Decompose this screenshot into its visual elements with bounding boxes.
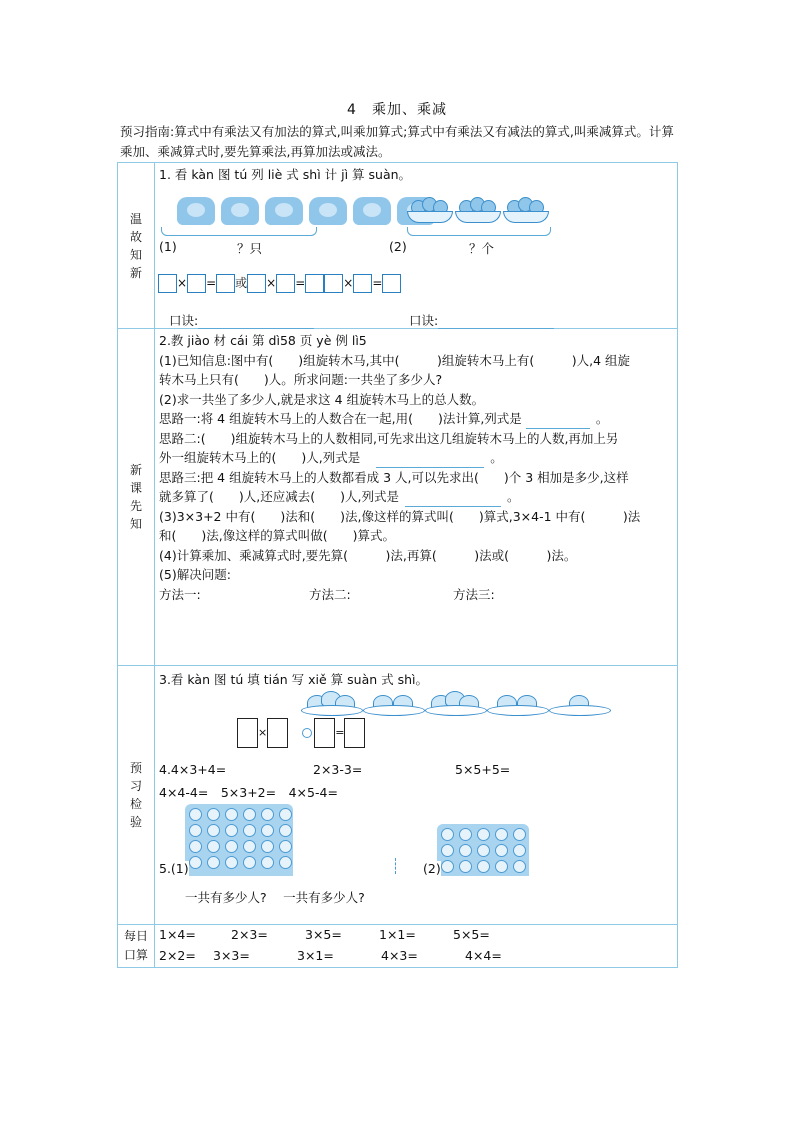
side-label-review: 温故知新 [118,163,155,329]
mitten-image [265,197,303,225]
calc-4-3: 5×5+5= [455,762,511,777]
page-title: 4 乘加、乘减 [347,102,447,118]
answer-box[interactable] [158,274,177,293]
plate-image [425,690,485,716]
formula-blank[interactable] [526,414,590,429]
bowl-image [407,201,451,223]
divider [395,858,397,874]
p2-label: (2) [389,239,407,254]
q2-line-7: 思路三:把 4 组旋转木马上的人数都看成 3 人,可以先求出( )个 3 相加是多少,这样 [159,469,629,485]
method-3: 方法三: [453,586,495,602]
q2-line-2: 转木马上只有( )人。所求问题:一共坐了多少人? [159,372,443,387]
answer-boxes-row: × = 或 × = × = [158,274,401,293]
answer-box[interactable] [344,718,365,748]
daily-4: 1×1= [379,927,416,942]
bowl-image [455,201,499,223]
answer-box[interactable] [187,274,206,293]
q2-line-1: (1)已知信息:图中有( )组旋转木马,其中( )组旋转木马上有( )人,4 组旋 [159,352,631,368]
q2-line-3: (2)求一共坐了多少人,就是求这 4 组旋转木马上的总人数。 [159,391,485,407]
q5-question: 一共有多少人? 一共有多少人? [185,890,365,905]
p1-label: (1) [159,239,177,254]
koujue-2: 口诀: [409,311,554,329]
formula-blank[interactable] [405,492,501,507]
formula-blank[interactable] [376,453,484,468]
bowls-picture [407,201,551,226]
daily-2: 2×3= [231,927,268,942]
q2-line-9: (3)3×3+2 中有( )法和( )法,像这样的算式叫( )算式,3×4-1 中有( )法 [159,508,641,524]
q2-line-8: 就多算了( )人,还应减去( )人,列式是 。 [159,487,677,507]
plates-picture [301,690,611,719]
answer-box[interactable] [353,274,372,293]
q5-label-2: (2) [423,861,441,876]
plate-image [487,690,547,716]
mitten-image [221,197,259,225]
p1-question: ？只 [237,241,263,256]
calc-4-2: 2×3-3= [313,762,363,777]
p2-question: ？个 [469,241,495,256]
q2-line-12: (5)解决问题: [159,567,231,582]
crowd-picture-2 [437,824,529,876]
answer-box[interactable] [247,274,266,293]
plate-image [301,690,361,716]
koujue-1: 口诀: [169,311,314,329]
q2-line-10: 和( )法,像这样的算式叫做( )算式。 [159,528,395,543]
brace-2 [407,227,551,236]
q2-line-11: (4)计算乘加、乘减算式时,要先算( )法,再算( )法或( )法。 [159,547,577,563]
daily-5: 5×5= [453,927,490,942]
mittens-picture [177,197,441,228]
crowd-picture-1 [185,804,293,876]
answer-box[interactable] [216,274,235,293]
q1-heading: 1. 看 kàn 图 tú 列 liè 式 shì 计 jì 算 suàn。 [159,167,412,182]
section-daily-calc [155,925,677,967]
methods-row [159,585,677,605]
method-2: 方法二: [309,586,351,602]
koujue-blank[interactable] [438,314,554,329]
method-1: 方法一: [159,586,201,602]
answer-box[interactable] [324,274,343,293]
q2-line-5: 思路二:( )组旋转木马上的人数相同,可先求出这几组旋转木马上的人数,再加上另 [159,430,619,446]
daily-7: 3×3= [213,948,250,963]
worksheet-table [117,162,678,968]
section-review [155,163,677,328]
q2-heading: 2.教 jiào 材 cái 第 dì58 页 yè 例 lì5 [159,333,367,348]
q5-label-1: 5.(1) [159,861,189,876]
daily-3: 3×5= [305,927,342,942]
section-new-lesson [155,329,677,665]
q2-line-6: 外一组旋转木马上的( )人,列式是 。 [159,448,677,468]
side-label-preview: 新课先知 [118,329,155,666]
calc-4-row2: 4×4-4= 5×3+2= 4×5-4= [159,785,338,800]
plate-image [363,690,423,716]
plate-image [549,690,609,716]
circle-icon [302,728,312,738]
answer-box[interactable] [382,274,401,293]
section-check [155,666,677,924]
daily-10: 4×4= [465,948,502,963]
daily-9: 4×3= [381,948,418,963]
study-guide: 预习指南:算式中有乘法又有加法的算式,叫乘加算式;算式中有乘法又有减法的算式,叫乘减算式。计算乘加、乘减算式时,要先算乘法,再算加法或减法。 [120,124,674,159]
daily-8: 3×1= [297,948,334,963]
big-boxes-row: × = [237,718,365,748]
answer-box[interactable] [237,718,258,748]
answer-box[interactable] [267,718,288,748]
koujue-blank[interactable] [198,314,314,329]
answer-box[interactable] [276,274,295,293]
mitten-image [177,197,215,225]
calc-4-1: 4.4×3+4= [159,762,227,777]
bowl-image [503,201,547,223]
brace-1 [161,227,317,236]
q2-line-4: 思路一:将 4 组旋转木马上的人数合在一起,用( )法计算,列式是 。 [159,409,677,429]
answer-box[interactable] [314,718,335,748]
side-label-daily: 每日 口算 [118,925,155,968]
daily-6: 2×2= [159,948,196,963]
daily-1: 1×4= [159,927,196,942]
q3-heading: 3.看 kàn 图 tú 填 tián 写 xiě 算 suàn 式 shì。 [159,672,429,687]
mitten-image [309,197,347,225]
side-label-check: 预习检验 [118,666,155,925]
answer-box[interactable] [305,274,324,293]
mitten-image [353,197,391,225]
